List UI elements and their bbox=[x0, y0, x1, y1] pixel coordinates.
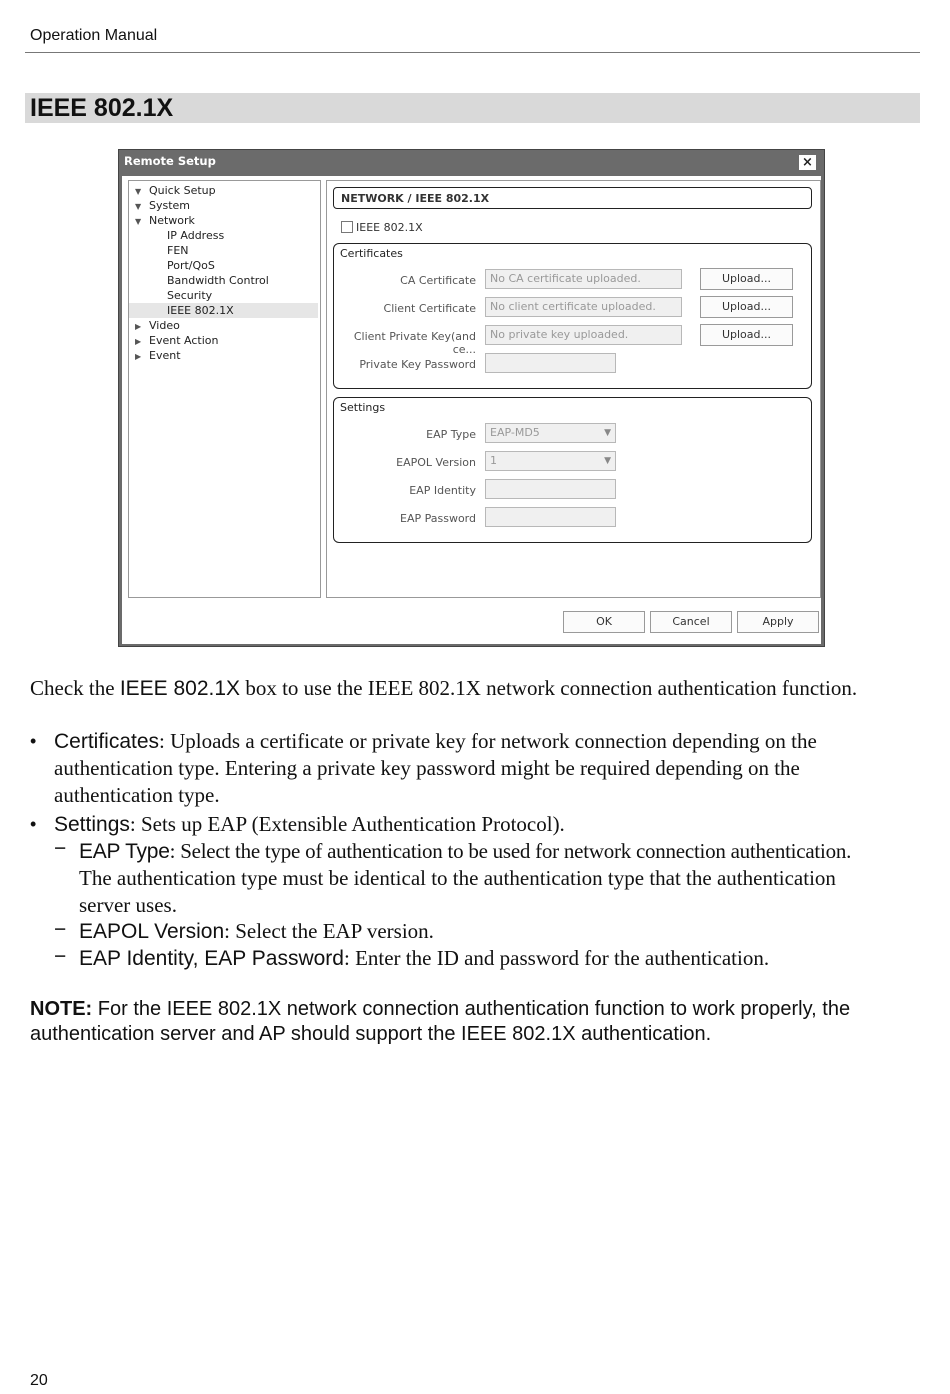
certificates-item bbox=[54, 728, 817, 755]
eap-password-input[interactable] bbox=[485, 507, 616, 527]
eap-type-line-1: : Select the type of authentication to be used for network connection authentication. bbox=[169, 839, 852, 863]
tree-item-fen[interactable] bbox=[153, 243, 189, 258]
panel-title: NETWORK / IEEE 802.1X bbox=[333, 187, 812, 209]
eapol-version-text: : Select the EAP version. bbox=[224, 919, 434, 943]
header-rule bbox=[25, 52, 920, 53]
tree-item-label: System bbox=[149, 199, 191, 212]
eap-type-label: EAP Type bbox=[426, 428, 476, 441]
eapol-version-label: EAPOL Version bbox=[396, 456, 476, 469]
eapol-version-term: EAPOL Version bbox=[79, 920, 225, 943]
private-key-password-label: Private Key Password bbox=[359, 358, 476, 371]
ca-certificate-label: CA Certificate bbox=[400, 274, 476, 287]
bullet-icon: • bbox=[30, 731, 37, 751]
chevron-down-icon[interactable]: ▼ bbox=[135, 217, 142, 226]
tree-item-ieee-802-1x[interactable] bbox=[129, 303, 318, 318]
tree-item-system[interactable] bbox=[135, 198, 190, 213]
eap-identity-item bbox=[79, 945, 769, 972]
eap-identity-label: EAP Identity bbox=[409, 484, 476, 497]
settings-panel bbox=[326, 180, 821, 598]
setup-tree bbox=[128, 180, 321, 598]
settings-text: : Sets up EAP (Extensible Authentication Protocol). bbox=[129, 812, 565, 836]
intro-paragraph bbox=[30, 675, 857, 702]
dialog-body bbox=[122, 176, 821, 644]
eap-identity-text: : Enter the ID and password for the authentication. bbox=[343, 946, 770, 970]
tree-item-label: Event bbox=[149, 349, 181, 362]
eap-type-line-3: server uses. bbox=[79, 893, 177, 917]
bullet-icon: • bbox=[30, 814, 37, 834]
tree-item-video[interactable] bbox=[135, 318, 180, 333]
tree-item-label: Event Action bbox=[149, 334, 219, 347]
tree-item-label: Video bbox=[149, 319, 180, 332]
upload-client-button[interactable]: Upload... bbox=[700, 296, 793, 318]
eap-type-item bbox=[79, 838, 851, 865]
settings-item bbox=[54, 811, 565, 838]
dash-icon: − bbox=[54, 945, 67, 968]
tree-item-label: FEN bbox=[167, 244, 189, 257]
upload-ca-button[interactable]: Upload... bbox=[700, 268, 793, 290]
certificates-line-3: authentication type. bbox=[54, 783, 220, 807]
tree-item-bandwidth-control[interactable] bbox=[153, 273, 269, 288]
page-number: 20 bbox=[30, 1372, 48, 1389]
tree-item-label: Port/QoS bbox=[167, 259, 215, 272]
certificates-line-1: : Uploads a certificate or private key for network connection depending on the bbox=[159, 729, 817, 753]
tree-item-label: Quick Setup bbox=[149, 184, 216, 197]
tree-item-event-action[interactable] bbox=[135, 333, 218, 348]
eap-type-value: EAP-MD5 bbox=[490, 426, 540, 439]
eapol-version-item bbox=[79, 918, 434, 945]
ok-button[interactable]: OK bbox=[563, 611, 645, 633]
chevron-right-icon[interactable]: ▶ bbox=[135, 337, 142, 346]
tree-item-network[interactable] bbox=[135, 213, 195, 228]
settings-group bbox=[333, 397, 812, 543]
certificates-group-title: Certificates bbox=[340, 247, 403, 260]
tree-item-label: IP Address bbox=[167, 229, 225, 242]
close-icon[interactable]: × bbox=[799, 155, 816, 170]
note-label: NOTE: bbox=[30, 998, 93, 1020]
eap-password-label: EAP Password bbox=[400, 512, 476, 525]
ieee-8021x-checkbox[interactable] bbox=[341, 221, 353, 233]
eapol-version-select[interactable] bbox=[485, 451, 616, 471]
client-certificate-label: Client Certificate bbox=[383, 302, 476, 315]
settings-group-title: Settings bbox=[340, 401, 386, 414]
tree-item-label: Security bbox=[167, 289, 213, 302]
dash-icon: − bbox=[54, 837, 67, 860]
note-paragraph bbox=[30, 997, 925, 1047]
eap-type-select[interactable] bbox=[485, 423, 616, 443]
tree-item-label: Network bbox=[149, 214, 195, 227]
client-private-key-label: Client Private Key(and ce... bbox=[353, 330, 476, 356]
tree-item-label: IEEE 802.1X bbox=[167, 304, 234, 317]
intro-term: IEEE 802.1X bbox=[119, 677, 241, 700]
eapol-version-value: 1 bbox=[490, 454, 497, 467]
certificates-line-2: authentication type. Entering a private key password might be required depending on the bbox=[54, 756, 800, 780]
tree-item-ip-address[interactable] bbox=[153, 228, 224, 243]
intro-text-end: box to use the IEEE 802.1X network connection authentication function. bbox=[240, 676, 858, 700]
eap-identity-input[interactable] bbox=[485, 479, 616, 499]
chevron-right-icon[interactable]: ▶ bbox=[135, 322, 142, 331]
running-header: Operation Manual bbox=[30, 27, 158, 44]
cancel-button[interactable]: Cancel bbox=[650, 611, 732, 633]
chevron-down-icon: ▼ bbox=[604, 428, 611, 438]
chevron-down-icon: ▼ bbox=[604, 456, 611, 466]
intro-text: Check the bbox=[30, 676, 120, 700]
ieee-8021x-checkbox-label: IEEE 802.1X bbox=[356, 221, 423, 234]
apply-button[interactable]: Apply bbox=[737, 611, 819, 633]
tree-item-label: Bandwidth Control bbox=[167, 274, 269, 287]
tree-item-quick-setup[interactable] bbox=[135, 183, 216, 198]
chevron-right-icon[interactable]: ▶ bbox=[135, 352, 142, 361]
section-heading-bar bbox=[25, 93, 920, 123]
dash-icon: − bbox=[54, 918, 67, 941]
dialog-title: Remote Setup bbox=[124, 154, 216, 168]
chevron-down-icon[interactable]: ▼ bbox=[135, 187, 142, 196]
eap-identity-term: EAP Identity, EAP Password bbox=[79, 947, 344, 970]
client-private-key-field: No private key uploaded. bbox=[485, 325, 682, 345]
upload-key-button[interactable]: Upload... bbox=[700, 324, 793, 346]
section-title: IEEE 802.1X bbox=[30, 94, 174, 122]
certificates-group bbox=[333, 243, 812, 389]
note-text: For the IEEE 802.1X network connection authentication function to work properly, the authentication server and AP should support the IEEE 802.1X authentication. bbox=[30, 998, 851, 1045]
ieee-8021x-toggle[interactable] bbox=[341, 221, 423, 235]
settings-term: Settings bbox=[54, 813, 130, 836]
ca-certificate-field: No CA certificate uploaded. bbox=[485, 269, 682, 289]
certificates-term: Certificates bbox=[54, 730, 160, 753]
private-key-password-input[interactable] bbox=[485, 353, 616, 373]
tree-item-security[interactable] bbox=[153, 288, 212, 303]
client-certificate-field: No client certificate uploaded. bbox=[485, 297, 682, 317]
tree-item-port-qos[interactable] bbox=[153, 258, 215, 273]
tree-item-event[interactable] bbox=[135, 348, 181, 363]
chevron-down-icon[interactable]: ▼ bbox=[135, 202, 142, 211]
remote-setup-dialog bbox=[118, 149, 825, 647]
eap-type-term: EAP Type bbox=[79, 840, 170, 863]
eap-type-line-2: The authentication type must be identical to the authentication type that the authentication bbox=[79, 866, 836, 890]
dialog-titlebar bbox=[119, 150, 824, 172]
